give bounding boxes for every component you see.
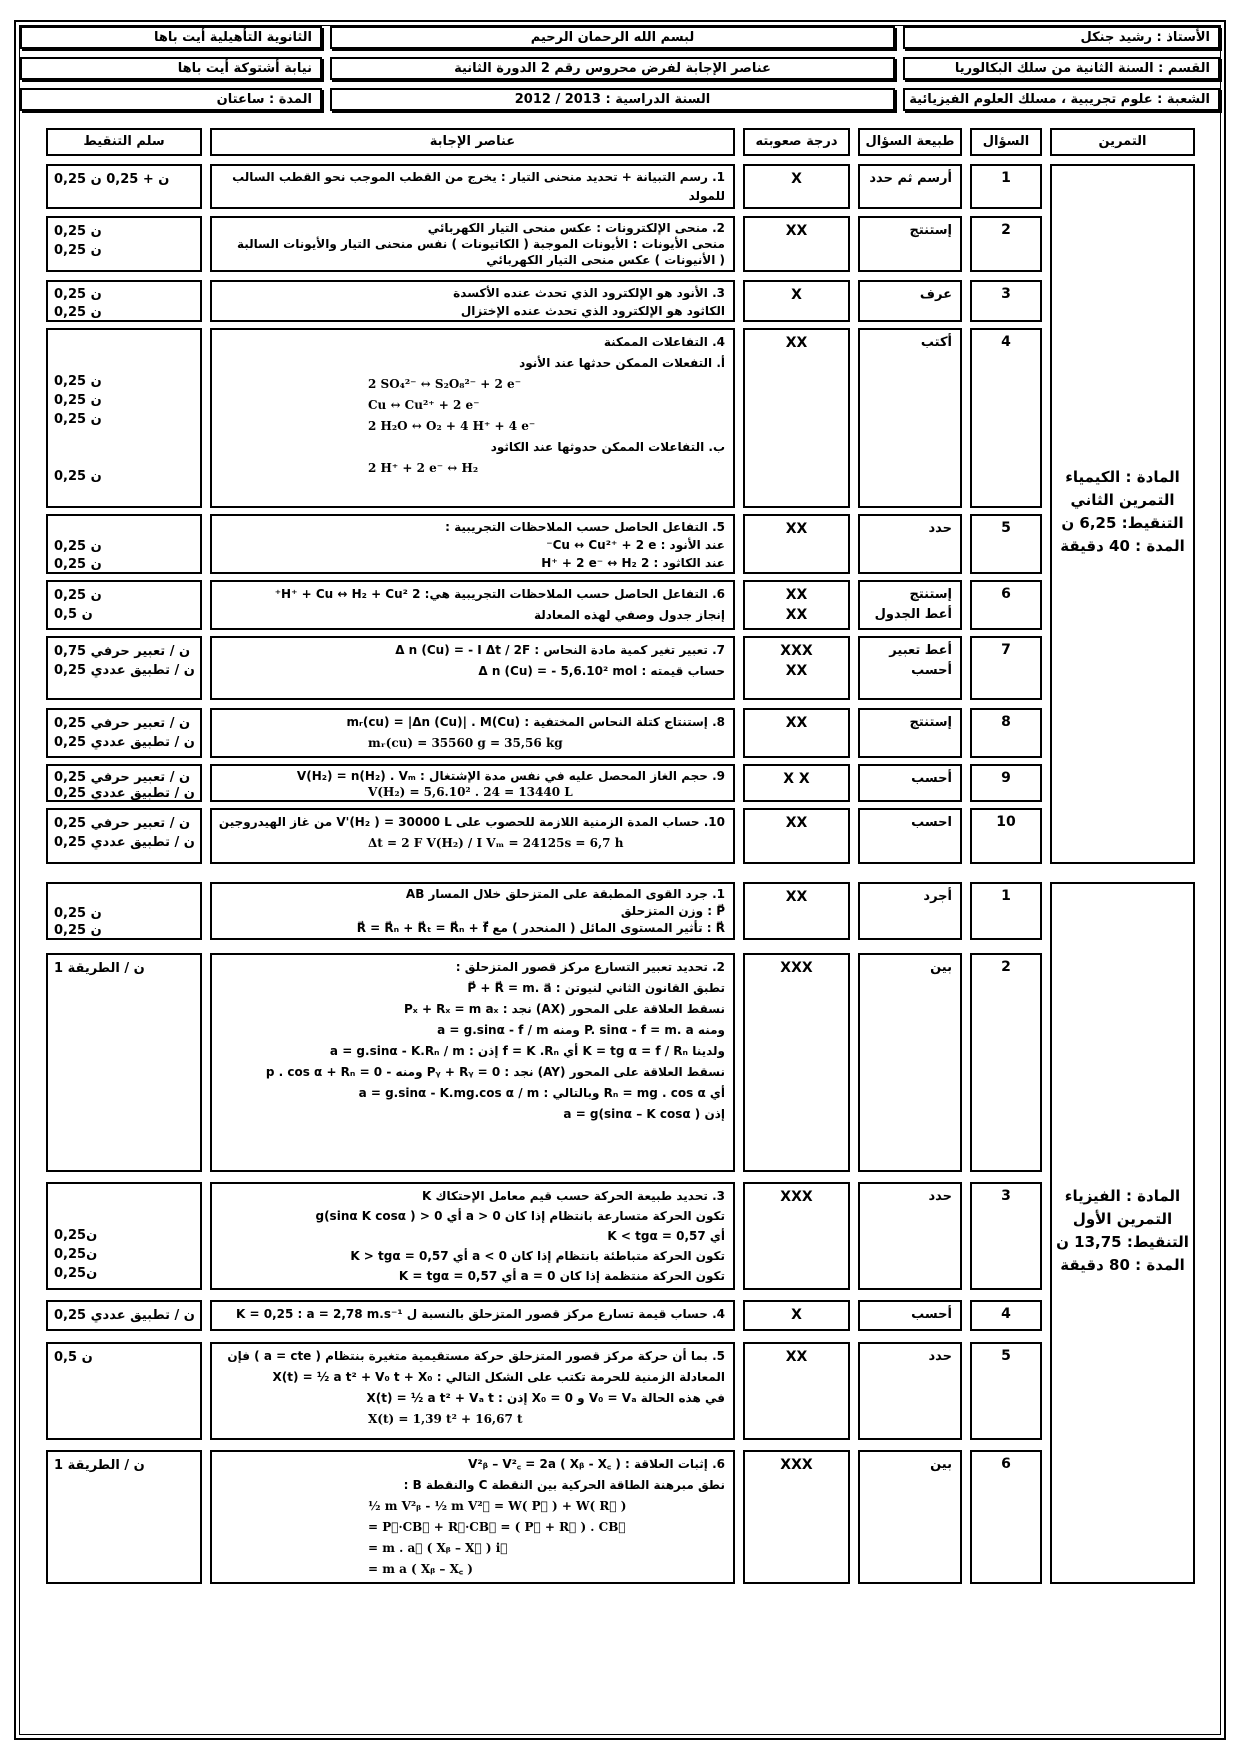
scale-line: 0,25 ن / تطبيق عددي [54,786,195,801]
grading-scale [46,216,202,272]
answer-line: ½ m V²ᵦ - ½ m V²꜀ = W( P⃗ ) + W( R⃗ ) [368,1499,627,1513]
scale-line: 0,25 ن [54,588,102,603]
scale-line: 0,75 ن / تعبير حرفي [54,644,191,659]
difficulty-level [743,1450,850,1584]
scale-line: 0,25 ن [54,224,102,239]
scale-line [54,334,200,353]
difficulty-line: X [791,287,802,303]
question-number: 3 [970,1182,1042,1290]
grading-scale [46,580,202,630]
scale-line: 0,25 ن [54,374,102,389]
exercise-summary-line: المدة : 80 دقيقة [1060,1256,1185,1274]
nature-line: إستنتج [909,715,952,730]
exercise-summary-line: التنقيط: 13,75 ن [1056,1233,1189,1251]
difficulty-line: XX [785,607,808,623]
answer-line: عند الكاثود : 2 H⁺ + 2 e⁻ ↔ H₂ [541,556,725,570]
scale-line: 1 ن / الطريقة [54,961,145,976]
nature-line: أحسب [911,663,952,678]
exercise-summary-line: المادة : الكيمياء [1065,468,1180,486]
basmala: لبسم الله الرحمان الرحيم [330,26,895,49]
answer-line: 5. بما أن حركة مركز قصور المتزحلق حركة مستقيمية متغيرة بنتظام ( a = cte ) فإن [227,1349,725,1363]
answer-line: منحى الأيونات : الأيونات الموجبة ( الكاتيونات ) نفس منحنى التيار والأيونات السالبة [236,237,725,251]
grading-scale [46,164,202,209]
scale-line [54,520,200,538]
scale-line: 0,25 ن [54,305,102,320]
answer-line: Δt = 2 F V(H₂) / I Vₘ = 24125s = 6,7 h [368,836,624,850]
answer-line: R⃗ : تأثير المستوى المائل ( المنحدر ) مع R⃗ = R⃗ₙ + R⃗ₜ = R⃗ₙ + f⃗ [356,921,725,935]
nature-line: أجرد [923,889,952,904]
teacher-name: الأستاذ : رشيد جنكل [903,26,1220,49]
scale-line [54,1207,200,1226]
answer-line: 6. التفاعل الحاصل حسب الملاحظات التجريبية هي: 2 H⁺ + Cu ↔ H₂ + Cu²⁺ [274,587,725,601]
grading-scale [46,1182,202,1290]
grading-scale [46,1300,202,1331]
answer-elements [210,216,735,272]
question-nature [858,882,962,940]
col-scale: سلم التنقيط [46,128,202,156]
scale-line [54,448,200,467]
scale-line: 0,25 ن / تطبيق عددي [54,1308,195,1323]
exercise-summary [1052,466,1193,558]
question-number: 7 [970,636,1042,700]
question-number: 10 [970,808,1042,864]
exercise-summary-line: التنقيط: 6,25 ن [1061,514,1184,532]
exercise-summary-cell [1050,882,1195,1584]
answer-line: 9. حجم الغاز المحصل عليه في نفس مدة الإشتغال : V(H₂) = n(H₂) . Vₘ [296,769,725,783]
answer-elements [210,514,735,574]
class-level: القسم : السنة الثانية من سلك البكالوريا [903,57,1220,80]
scale-line: 0,25 ن [54,906,102,921]
answer-line: 5. التفاعل الحاصل حسب الملاحظات التجريبية : [445,520,725,534]
question-number: 4 [970,328,1042,508]
scale-line: 1 ن / الطريقة [54,1458,145,1473]
question-nature [858,1450,962,1584]
question-nature [858,1182,962,1290]
answer-line: = m . a⃗ ( Xᵦ – X꜀ ) i⃗ [368,1541,508,1555]
answer-line: للمولد [688,189,725,203]
scale-line [54,429,200,448]
difficulty-level [743,328,850,508]
question-nature [858,164,962,209]
answer-line: 1. جرد القوى المطبقة على المتزحلق خلال المسار AB [405,887,725,901]
answer-line: المعادلة الزمنية للحرمة تكتب على الشكل التالي : X(t) = ½ a t² + V₀ t + X₀ [272,1370,725,1384]
scale-line: 0,25ن [54,1266,98,1281]
question-number: 8 [970,708,1042,758]
difficulty-line: X [791,171,802,187]
grading-scale [46,882,202,940]
scale-line: 0,25 ن / تعبير حرفي [54,770,191,785]
answer-line: 2 H₂O ↔ O₂ + 4 H⁺ + 4 e⁻ [368,419,536,433]
exercise-summary [1052,1185,1193,1277]
answer-line: 4. حساب قيمة تسارع مركز قصور المتزحلق بالنسبة ل K = 0,25 : a = 2,78 m.s⁻¹ [236,1307,725,1321]
answer-line: نطق مبرهنة الطاقة الحركية بين النقطة C والنقطة B : [403,1478,725,1492]
difficulty-line: XXX [780,1457,813,1473]
answer-line: 2. تحديد تعبير التسارع مركز قصور المتزحلق : [455,960,725,974]
nature-line: أعط تعبير [889,643,952,658]
nature-line: حدد [928,1349,952,1364]
question-nature [858,514,962,574]
grading-scale [46,708,202,758]
school-name: الثانوية التأهيلية أيت باها [20,26,322,49]
question-nature [858,636,962,700]
nature-line: حدد [928,1189,952,1204]
answer-line: 8. إستنتاج كتلة النحاس المختفية : mᵣ(cu) = |Δn (Cu)| . M(Cu) [346,715,725,729]
answer-line: X(t) = 1,39 t² + 16,67 t [368,1412,523,1426]
school-year: السنة الدراسية : 2013 / 2012 [330,88,895,111]
scale-line: 0,25 ن / تطبيق عددي [54,835,195,850]
question-number: 5 [970,514,1042,574]
answer-elements [210,280,735,322]
question-number: 1 [970,882,1042,940]
document-title: عناصر الإجابة لفرض محروس رقم 2 الدورة الثانية [330,57,895,80]
question-nature [858,1342,962,1440]
difficulty-line: XXX [780,1189,813,1205]
difficulty-line: XXX [780,960,813,976]
exercise-summary-line: التمرين الأول [1072,1210,1173,1228]
nature-line: حدد [928,521,952,536]
difficulty-line: XX [785,889,808,905]
grading-scale [46,636,202,700]
difficulty-line: XX [785,335,808,351]
difficulty-level [743,1342,850,1440]
scale-line: 0,25 ن / تطبيق عددي [54,735,195,750]
answer-line: 4. التفاعلات الممكنة [603,335,725,349]
difficulty-level [743,953,850,1172]
answer-line: 1. رسم التبيانة + تحديد منحنى التيار : يخرج من القطب الموجب نحو القطب السالب [232,170,725,184]
answer-line: نسقط العلاقة على المحور (AX) نجد : Pₓ + Rₓ = m aₓ [404,1002,725,1016]
col-answer: عناصر الإجابة [210,128,735,156]
nature-line: أحسب [911,1307,952,1322]
exercise-summary-line: التمرين الثاني [1070,491,1175,509]
difficulty-line: XX [785,223,808,239]
question-number: 6 [970,1450,1042,1584]
difficulty-line: XX [785,663,808,679]
scale-line: 0,25 ن [54,243,102,258]
difficulty-line: X X [783,771,810,787]
directorate: نيابة أشتوكة أيت باها [20,57,322,80]
difficulty-line: X [791,1307,802,1323]
col-exercise: التمرين [1050,128,1195,156]
exercise-summary-line: المادة : الفيزياء [1064,1187,1181,1205]
question-number: 3 [970,280,1042,322]
difficulty-level [743,636,850,700]
grading-scale [46,953,202,1172]
answer-line: ( الأنيونات ) عكس منحى التيار الكهربائي [486,253,725,267]
answer-line: حساب قيمته : Δ n (Cu) = - 5,6.10² mol [478,664,725,678]
grading-scale [46,808,202,864]
answer-line: mᵣ(cu) = 35560 g = 35,56 kg [368,736,563,750]
scale-line: 0,5 ن [54,607,93,622]
answer-elements [210,636,735,700]
col-difficulty: درجة صعوبته [743,128,850,156]
scale-line: 0,25 ن [54,412,102,427]
question-number: 2 [970,953,1042,1172]
grading-scale [46,1342,202,1440]
grading-scale [46,328,202,508]
scale-line: 0,25 ن / تطبيق عددي [54,663,195,678]
answer-line: أي K < tgα = 0,57 [607,1229,725,1243]
difficulty-line: XX [785,715,808,731]
question-number: 4 [970,1300,1042,1331]
question-number: 6 [970,580,1042,630]
exercise-summary-line: المدة : 40 دقيقة [1060,537,1185,555]
answer-line: 2 SO₄²⁻ ↔ S₂O₈²⁻ + 2 e⁻ [368,377,522,391]
answer-elements [210,708,735,758]
scale-line: 0,25 ن / تعبير حرفي [54,816,191,831]
scale-line [54,353,200,372]
difficulty-level [743,580,850,630]
scale-line: 0,25 ن [54,539,102,554]
scale-line: 0,25 ن [54,393,102,408]
question-nature [858,580,962,630]
scale-line [54,888,200,905]
question-number: 1 [970,164,1042,209]
answer-line: 6. إثبات العلاقة : V²ᵦ – V²꜀ = 2a ( Xᵦ - X꜀ ) [468,1457,725,1471]
answer-line: تكون الحركة متباطئة بانتظام إذا كان a < 0 أي K > tgα = 0,57 [350,1249,725,1263]
answer-line: تكون الحركة منتظمة إذا كان a = 0 أي K = tgα = 0,57 [398,1269,725,1283]
question-nature [858,328,962,508]
answer-elements [210,1450,735,1584]
col-nature: طبيعة السؤال [858,128,962,156]
answer-line: في هذه الحالة V₀ = Vₐ و X₀ = 0 إذن : X(t) = ½ a t² + Vₐ t [366,1391,725,1405]
answer-line: P⃗ : وزن المتزحلق [620,904,725,918]
answer-line: إنجاز جدول وصفي لهذه المعادلة [533,608,725,622]
answer-elements [210,164,735,209]
answer-elements [210,1342,735,1440]
difficulty-line: XX [785,521,808,537]
grading-scale [46,1450,202,1584]
answer-line: ب. التفاعلات الممكن حدوثها عند الكاثود [490,440,725,454]
question-nature [858,708,962,758]
nature-line: أكتب [920,335,952,350]
answer-line: نسقط العلاقة على المحور (AY) نجد : Pᵧ + Rᵧ = 0 ومنه - p . cos α + Rₙ = 0 [265,1065,725,1079]
answer-line: 3. الأنود هو الإلكترود الذي تحدث عنده الأكسدة [453,286,725,300]
difficulty-level [743,764,850,802]
branch: الشعبة : علوم تجريبية ، مسلك العلوم الفيزيائية [903,88,1220,111]
question-number: 2 [970,216,1042,272]
answer-line: 2 H⁺ + 2 e⁻ ↔ H₂ [368,461,479,475]
difficulty-level [743,216,850,272]
question-number: 9 [970,764,1042,802]
answer-line: ولدينا K = tg α = f / Rₙ أي f = K .Rₙ إذن : a = g.sinα - K.Rₙ / m [329,1044,725,1058]
nature-line: احسب [911,815,952,830]
scale-line: 0,25 ن [54,469,102,484]
answer-elements [210,808,735,864]
exercise-summary-cell [1050,164,1195,864]
grading-scale [46,280,202,322]
grading-scale [46,514,202,574]
answer-line: الكاثود هو الإلكترود الذي تحدث عنده الإختزال [460,304,725,318]
answer-line: تطبق القانون الثاني لنيوتن : P⃗ + R⃗ = m. a⃗ [467,981,725,995]
difficulty-level [743,1182,850,1290]
answer-elements [210,764,735,802]
scale-line: 0,25 ن [54,923,102,938]
answer-elements [210,882,735,940]
scale-line [54,1188,200,1207]
nature-line: إستنتج [909,587,952,602]
difficulty-level [743,882,850,940]
scale-line: 0,25ن [54,1247,98,1262]
scale-line: 0,25ن [54,1228,98,1243]
answer-elements [210,1300,735,1331]
difficulty-line: XXX [780,643,813,659]
duration: المدة : ساعتان [20,88,322,111]
answer-line: V(H₂) = 5,6.10² . 24 = 13440 L [368,785,573,799]
nature-line: عرف [919,287,952,302]
question-nature [858,953,962,1172]
nature-line: أرسم ثم حدد [869,171,952,186]
nature-line: أعط الجدول [874,607,952,622]
difficulty-line: XX [785,1349,808,1365]
difficulty-level [743,514,850,574]
answer-elements [210,328,735,508]
answer-elements [210,1182,735,1290]
nature-line: أحسب [911,771,952,786]
difficulty-level [743,1300,850,1331]
difficulty-line: XX [785,815,808,831]
answer-line: ومنه P. sinα - f = m. a ومنه a = g.sinα - f / m [437,1023,725,1037]
difficulty-level [743,808,850,864]
answer-line: = P⃗·CB⃗ + R⃗·CB⃗ = ( P⃗ + R⃗ ) . CB⃗ [368,1520,626,1534]
question-nature [858,280,962,322]
nature-line: بين [930,1457,952,1472]
difficulty-level [743,280,850,322]
question-number: 5 [970,1342,1042,1440]
scale-line: 0,25 ن [54,287,102,302]
answer-line: 7. تعبير تغير كمية مادة النحاس : Δ n (Cu) = - I Δt / 2F [395,643,725,657]
grading-scale [46,764,202,802]
scale-line: 0,25 ن / تعبير حرفي [54,716,191,731]
answer-line: أي Rₙ = mg . cos α وبالتالي : a = g.sinα - K.mg.cos α / m [358,1086,725,1100]
difficulty-level [743,708,850,758]
scale-line: 0,25 ن + 0,25 ن [54,172,170,187]
nature-line: إستنتج [909,223,952,238]
answer-line: إذن a = g(sinα – K cosα ) [563,1107,725,1121]
answer-line: 10. حساب المدة الزمنية اللازمة للحصوب على V'(H₂ ) = 30000 L من غاز الهيدروجين [218,815,725,829]
question-nature [858,808,962,864]
question-nature [858,764,962,802]
question-nature [858,1300,962,1331]
answer-line: = m a ( Xᵦ – X꜀ ) [368,1562,473,1576]
answer-line: أ. التفعلات الممكن حدثها عند الأنود [519,356,725,370]
nature-line: بين [930,960,952,975]
difficulty-level [743,164,850,209]
difficulty-line: XX [785,587,808,603]
answer-line: 2. منحى الإلكترونات : عكس منحى التيار الكهربائي [427,221,725,235]
answer-line: Cu ↔ Cu²⁺ + 2 e⁻ [368,398,480,412]
scale-line: 0,25 ن [54,557,102,572]
answer-line: عند الأنود : Cu ↔ Cu²⁺ + 2 e⁻ [546,538,725,552]
answer-line: 3. تحديد طبيعة الحركة حسب قيم معامل الإحتكاك K [422,1189,725,1203]
scale-line: 0,5 ن [54,1350,93,1365]
col-question: السؤال [970,128,1042,156]
answer-elements [210,953,735,1172]
answer-elements [210,580,735,630]
question-nature [858,216,962,272]
answer-line: تكون الحركة متسارعة بانتظام إذا كان a > 0 أي g(sinα K cosα ) > 0 [315,1209,725,1223]
